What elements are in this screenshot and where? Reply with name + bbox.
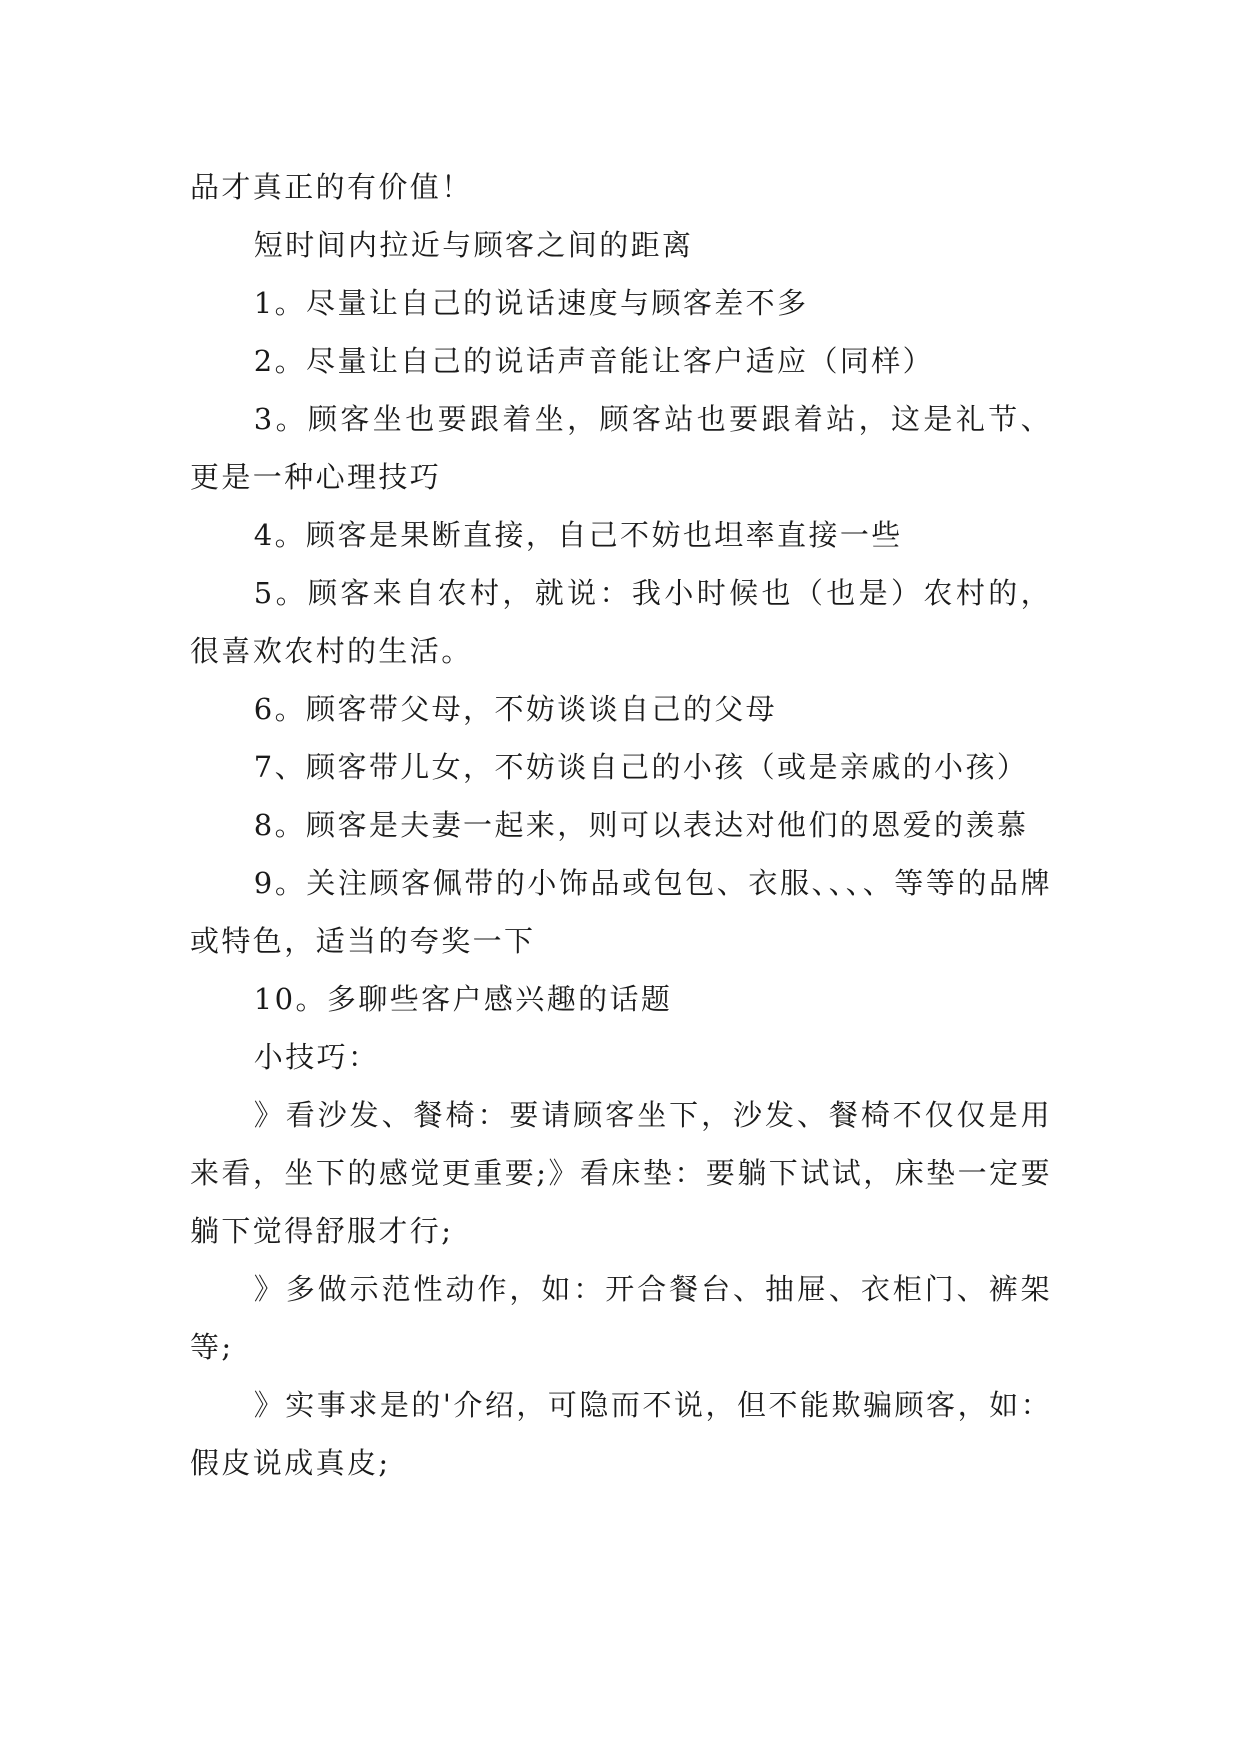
paragraph-item-7: 7、顾客带儿女，不妨谈自己的小孩（或是亲戚的小孩） (253, 750, 1029, 784)
paragraph-item-5: 5。顾客来自农村，就说：我小时候也（也是）农村的，很喜欢农村的生活。 (190, 576, 1052, 668)
tips-heading: 小技巧： (253, 1040, 380, 1074)
paragraph-item-4: 4。顾客是果断直接，自己不妨也坦率直接一些 (253, 518, 903, 552)
paragraph-continued: 品才真正的有价值！ (190, 170, 473, 204)
tip-paragraph-3: 》实事求是的'介绍，可隐而不说，但不能欺骗顾客，如：假皮说成真皮; (190, 1388, 1052, 1480)
section-heading: 短时间内拉近与顾客之间的距离 (253, 228, 694, 262)
tip-paragraph-1: 》看沙发、餐椅：要请顾客坐下，沙发、餐椅不仅仅是用来看，坐下的感觉更重要;》看床垫：要躺下试试，床垫一定要躺下觉得舒服才行; (190, 1098, 1052, 1248)
paragraph-item-3: 3。顾客坐也要跟着坐，顾客站也要跟着站，这是礼节、更是一种心理技巧 (190, 402, 1052, 494)
document-page (190, 158, 1052, 1492)
paragraph-item-1: 1。尽量让自己的说话速度与顾客差不多 (253, 286, 809, 320)
paragraph-item-6: 6。顾客带父母，不妨谈谈自己的父母 (253, 692, 778, 726)
paragraph-item-8: 8。顾客是夫妻一起来，则可以表达对他们的恩爱的羡慕 (253, 808, 1029, 842)
paragraph-item-10: 10。多聊些客户感兴趣的话题 (253, 982, 673, 1016)
paragraph-item-9: 9。关注顾客佩带的小饰品或包包、衣服、、、、等等的品牌或特色，适当的夸奖一下 (190, 866, 1052, 958)
tip-paragraph-2: 》多做示范性动作，如：开合餐台、抽屉、衣柜门、裤架等; (190, 1272, 1052, 1364)
paragraph-item-2: 2。尽量让自己的说话声音能让客户适应（同样） (253, 344, 935, 378)
